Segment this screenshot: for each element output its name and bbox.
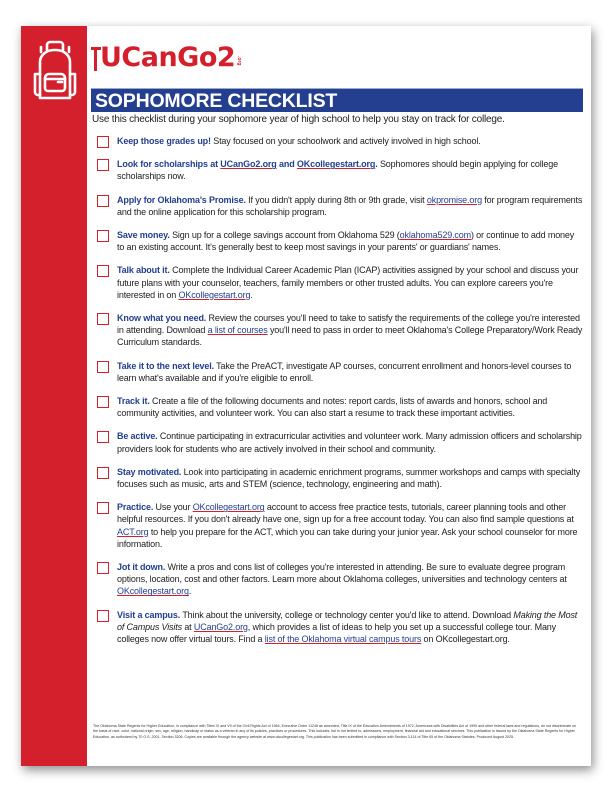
item-body: you'll need to pass in order to meet Oklahoma's College Preparatory/Work Ready Curriculum standards. <box>117 325 583 348</box>
intro-text: Use this checklist during your sophomore year of high school to help you stay on track for college. <box>92 114 505 125</box>
checkbox[interactable] <box>97 610 109 622</box>
act-link[interactable]: ACT.org <box>117 526 149 537</box>
item-body: Look into participating in academic enrichment programs, summer workshops and camps with specialty focuses such as music, arts and STEM (science, technology, engineering and math). <box>117 466 581 490</box>
item-body: Continue participating in extracurricular activities and volunteer work. Many admission officers and scholarship providers look for students who are actively involved in their school and community. <box>117 431 582 454</box>
checkbox[interactable] <box>97 431 109 443</box>
item-body: Complete the Individual Career Academic Plan (ICAP) activities assigned by your school and discuss your future plans with your counselor, teachers, family members or other trusted adults. You can explore careers you're interested in on <box>117 265 579 300</box>
item-heading: Save money. <box>117 230 170 241</box>
ucango2-logo <box>91 39 242 73</box>
logo-wordmark: UCanGo2 <box>100 42 236 73</box>
item-heading: Know what you need. <box>117 313 207 324</box>
item-heading: Keep those grades up! <box>117 136 211 146</box>
item-body: If you didn't apply during 8th or 9th grade, visit <box>245 194 427 205</box>
item-body: account to access free practice tests, tutorials, career planning tools and other helpful resources. If you don't already have one, sign up for a free account today. You can also find sample questions at <box>117 502 574 525</box>
item-body: Write a pros and cons list of colleges you're interested in attending. Be sure to evaluate degree program options, location, cost and other factors. Learn more about Oklahoma colleges, universities and technology centers at <box>117 562 567 585</box>
checklist-item <box>97 135 583 147</box>
checklist-item <box>97 430 583 454</box>
ucango2-link[interactable]: UCanGo2.org <box>193 621 248 632</box>
item-body: Sophomores should begin applying for college scholarships now. <box>117 159 558 182</box>
page-title: SOPHOMORE CHECKLIST <box>95 90 338 112</box>
course-list-link[interactable]: a list of courses <box>207 325 268 336</box>
item-body: Sign up for a college savings account from Oklahoma 529 ( <box>169 230 400 241</box>
checkbox[interactable] <box>97 361 109 373</box>
checkbox[interactable] <box>97 396 109 408</box>
checkbox[interactable] <box>97 313 109 325</box>
item-body: , which provides a list of ideas to help you set up a successful college tour. Many colleges now offer virtual tours. Find a <box>117 621 557 645</box>
checklist-item <box>97 466 583 490</box>
checklist-item <box>97 395 583 419</box>
checkbox[interactable] <box>97 230 109 242</box>
checklist-item <box>97 561 583 598</box>
item-body: . <box>188 586 192 597</box>
checklist-item <box>97 312 583 349</box>
checkbox[interactable] <box>97 159 109 171</box>
logo-suffix: .org <box>236 55 243 65</box>
checklist-item <box>97 360 583 384</box>
item-heading: Talk about it. <box>117 265 170 276</box>
legal-footer: The Oklahoma State Regents for Higher Education, in compliance with Titles VI and VII of the Civil Rights Act of 1964, Executive Order 11246 as amended, Title IX of the Education Amendments of 1972, Americans with Disabilities Act of 1990 and other federal laws and regulations, do not discriminate on the basis of race, color, national origin, sex, age, religion, handicap or status as a veteran in any of its policies, practices or procedures. This includes, but is not limited to, admissions, employment, financial aid and educational services. This publication is issued by the Oklahoma State Regents for Higher Education, as authorized by 70 O.S. 2001, Section 3206. Copies are available through the agency website at www.okcollegestart.org. This publication has been submitted in compliance with Section 3-114 of Title 65 of the Oklahoma Statutes. Produced August 2025. <box>93 724 577 739</box>
item-body: on OKcollegestart.org. <box>421 634 510 645</box>
virtual-tours-link[interactable]: list of the Oklahoma virtual campus tours <box>264 634 422 645</box>
checklist-page <box>21 26 591 766</box>
item-body: Take the PreACT, investigate AP courses, concurrent enrollment and honors-level courses to learn what's available and if you're eligible to enroll. <box>117 360 572 383</box>
red-sidebar <box>21 26 87 766</box>
item-heading: Take it to the next level. <box>117 360 214 371</box>
okcollegestart-link[interactable]: OKcollegestart.org <box>296 159 376 170</box>
item-body: Review the courses you'll need to take to satisfy the requirements of the college you're interested in attending. Download <box>117 313 580 336</box>
heading-text: . <box>375 159 378 170</box>
item-heading <box>117 159 378 169</box>
item-body: at <box>181 621 194 632</box>
checkbox[interactable] <box>97 136 109 148</box>
item-body: Stay focused on your schoolwork and actively involved in high school. <box>210 136 481 146</box>
okcollegestart-link[interactable]: OKcollegestart.org <box>178 289 251 300</box>
item-heading: Stay motivated. <box>117 466 182 477</box>
item-heading: Practice. <box>117 502 154 513</box>
checkbox[interactable] <box>97 467 109 479</box>
checklist <box>97 135 583 656</box>
item-heading: Track it. <box>117 396 150 407</box>
okcollegestart-link[interactable]: OKcollegestart.org <box>192 502 265 513</box>
item-heading: Be active. <box>117 431 158 442</box>
item-body: Create a file of the following documents and notes: report cards, lists of awards and honors, school and community activities, and volunteer work. You can also start a resume to track these important activities. <box>117 396 548 419</box>
okcollegestart-link[interactable]: OKcollegestart.org <box>117 586 189 597</box>
checkbox[interactable] <box>97 265 109 277</box>
oklahoma529-link[interactable]: oklahoma529.com <box>399 230 471 241</box>
item-heading: Visit a campus. <box>117 609 181 620</box>
item-heading: Apply for Oklahoma's Promise. <box>117 194 246 205</box>
checkbox[interactable] <box>97 562 109 574</box>
checklist-item <box>97 264 583 301</box>
checklist-item <box>97 158 583 182</box>
item-body: . <box>250 289 253 300</box>
item-body: to help you prepare for the ACT, which you can take during your junior year. Ask your school counselor for more information. <box>117 526 578 549</box>
heading-text: and <box>276 159 297 170</box>
item-body: for program requirements and the online application for this scholarship program. <box>117 194 583 217</box>
title-banner <box>91 88 583 112</box>
backpack-icon <box>32 40 78 100</box>
checklist-item <box>97 229 583 253</box>
checklist-item <box>97 194 583 218</box>
publication-title: Making the Most of Campus Visits <box>117 609 578 632</box>
okpromise-link[interactable]: okpromise.org <box>426 194 482 205</box>
checkbox[interactable] <box>97 195 109 207</box>
item-body: Think about the university, college or technology center you'd like to attend. Download <box>180 609 514 620</box>
checklist-item <box>97 501 583 550</box>
ucango2-link[interactable]: UCanGo2.org <box>220 159 277 170</box>
checkbox[interactable] <box>97 502 109 514</box>
heading-text: Look for scholarships at <box>117 159 221 170</box>
item-body: Use your <box>153 502 193 513</box>
item-body: ) or continue to add money to an existing account. It's generally best to keep most savings in your parents' or guardians' names. <box>117 230 575 253</box>
checklist-item <box>97 609 583 646</box>
item-heading: Jot it down. <box>117 562 166 573</box>
